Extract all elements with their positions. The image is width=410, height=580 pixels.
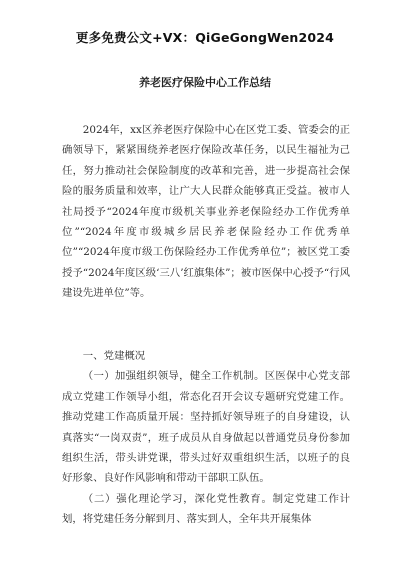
intro-block [62, 120, 350, 304]
section-paragraph-1: （一）加强组织领导，健全工作机制。区医保中心党支部成立党建工作领导小组，常态化召开会议专题研究党建工作。推动党建工作高质量开展：坚持抓好领导班子的自身建设，认真落实“一岗双责”，班子成员从自身做起以普通党员身份参加组织生活，带头讲党课，带头过好双重组织生活，以班子的良好形象、良好作风影响和带动干部职工队伍。 [62, 370, 350, 485]
section-party-building [62, 346, 350, 530]
document-title: 养老医疗保险中心工作总结 [139, 76, 271, 89]
intro-paragraph: 2024年，xx区养老医疗保险中心在区党工委、管委会的正确领导下，紧紧围绕养老医疗保险改革任务，以民生福祉为己任，努力推动社会保险制度的改革和完善，进一步提高社会保险的服务质量和效率，让广大人民群众能够真正受益。被市人社局授予“2024年度市级机关事业养老保险经办工作优秀单位”“2024年度市级城乡居民养老保险经办工作优秀单位”“2024年度市级工伤保险经办工作优秀单位”；被区党工委授予“2024年度区级‘三八’红旗集体”；被市医保中心授予“行风建设先进单位”等。 [62, 124, 350, 300]
section-heading: 一、党建概况 [82, 350, 146, 362]
watermark-header: 更多免费公文+VX：QiGeGongWen2024 [75, 30, 335, 45]
section-paragraph-2: （二）强化理论学习，深化党性教育。制定党建工作计划，将党建任务分解到月、落实到人，全年共开展集体 [62, 492, 350, 526]
